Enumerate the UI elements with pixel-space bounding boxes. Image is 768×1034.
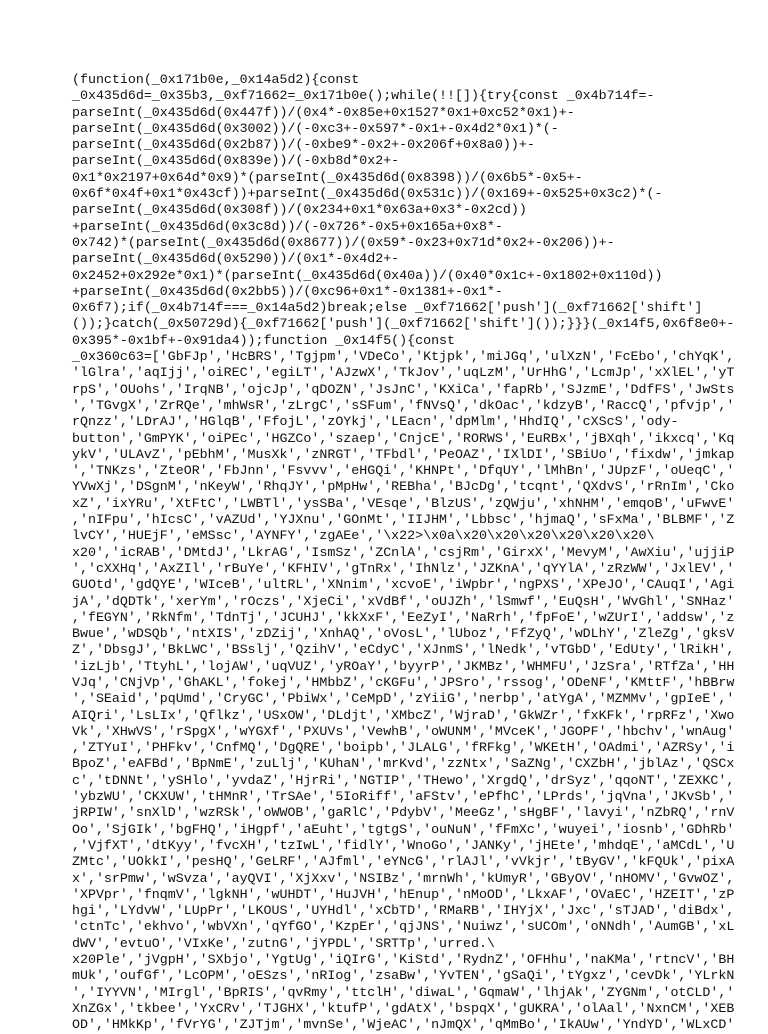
code-line: YVwXj','DSgnM','nKeyW','RhqJY','pMpHw','REBha','BJcDg','tcqnt','QXdvS','rRnIm','Cko <box>72 479 735 495</box>
code-line: ,'fEGYN','RkNfm','TdnTj','JCUHJ','kkXxF','EeZyI','NaRrh','fpFoE','wZUrI','addsw','z <box>72 609 735 625</box>
code-line: ,'ZTYuI','PHFkv','CnfMQ','DgQRE','boipb','JLALG','fRFkg','WKEtH','OAdmi','AZRSy','i <box>72 740 735 756</box>
code-line: ());}catch(_0x50729d){_0xf71662['push'](_0xf71662['shift']());}}}(_0x14f5,0x6f8e0+- <box>72 316 735 332</box>
code-line: parseInt(_0x435d6d(0x839e))/(-0xb8d*0x2+- <box>72 153 400 169</box>
code-line: x20Ple','jVgpH','SXbjo','YgtUg','iQIrG','KiStd','RydnZ','OFHhu','naKMa','rtncV','BH <box>72 952 735 968</box>
code-line: VJq','CNjVp','GhAKL','fokej','HMbbZ','cKGFu','JPSro','rssog','ODeNF','KMttF','hBBrw <box>72 674 735 690</box>
code-line: x','srPmw','wSvza','ayQVI','XjXxv','NSIBz','mrnWh','kUmyR','GByOV','nHOMV','GvwOZ', <box>72 870 735 886</box>
code-line: jA','dQDTk','xerYm','rOczs','XjeCi','xVdBf','oUJZh','lSmwf','EuQsH','WvGhl','SNHaz' <box>72 593 735 609</box>
code-line: lvCY','HUEjF','eMSsc','AYNFY','zgAEe','\x22>\x0a\x20\x20\x20\x20\x20\x20\ <box>72 528 655 544</box>
code-line: 'XPVpr','fnqmV','lgkNH','wUHDT','HuJVH','hEnup','nMoOD','LkxAF','OVaEC','HZEIT','zP <box>72 886 735 902</box>
code-line: GUOtd','gdQYE','WIceB','ultRL','XNnim','xcvoE','iWpbr','ngPXS','XPeJO','CAuqI','Agi <box>72 577 735 593</box>
code-line: mUk','oufGf','LcOPM','oESzs','nRIog','zsaBw','YvTEN','gSaQi','tYgxz','cevDk','YLrkN <box>72 968 735 984</box>
code-line: hgi','LYdvW','LUpPr','LKOUS','UYHdl','xCbTD','RMaRB','IHYjX','Jxc','sTJAD','diBdx', <box>72 903 735 919</box>
code-line: (function(_0x171b0e,_0x14a5d2){const <box>72 72 360 87</box>
code-line: parseInt(_0x435d6d(0x447f))/(0x4*-0x85e+0x1527*0x1+0xc52*0x1)+- <box>72 104 575 120</box>
code-line: +parseInt(_0x435d6d(0x3c8d))/(-0x726*-0x5+0x165a+0x8*- <box>72 218 503 234</box>
code-line: BpoZ','eAFBd','BpNmE','zuLlj','KUhaN','mrKvd','zzNtx','SaZNg','CXZbH','jblAz','QSCx <box>72 756 735 772</box>
code-line: ','IYYVN','MIrgl','BpRIS','qvRmy','ttclH','diwaL','GqmaW','lhjAk','ZYGNm','otCLD',' <box>72 984 735 1000</box>
code-line: 0x6f7);if(_0x4b714f===_0x14a5d2)break;else _0xf71662['push'](_0xf71662['shift'] <box>72 300 703 316</box>
code-line: ','TGvgX','ZrRQe','mhWsR','zLrgC','sSFum','fNVsQ','dkOac','kdzyB','RaccQ','pfvjp',' <box>72 397 735 413</box>
code-line: +parseInt(_0x435d6d(0x2bb5))/(0xc96+0x1*-0x1381+-0x1*- <box>72 283 503 299</box>
code-line: Oo','SjGIk','bgFHQ','iHgpf','aEuht','tgtgS','ouNuN','fFmXc','wuyei','iosnb','GDhRb' <box>72 821 735 837</box>
code-line: AIQri','LsLIx','Qflkz','USxOW','DLdjt','XMbcZ','WjraD','GkWZr','fxKFk','rpRFz','Xwo <box>72 707 735 723</box>
code-line: rQnzz','LDrAJ','HGlqB','FfojL','zOYkj','LEacn','dpMlm','HhdIQ','cXScS','ody- <box>72 414 679 430</box>
code-line: ZMtc','UOkkI','pesHQ','GeLRF','AJfml','eYNcG','rlAJl','vVkjr','tByGV','kFQUk','pixA <box>72 854 735 870</box>
code-line: ','SEaid','pqUmd','CryGC','PbiWx','CeMpD','zYiiG','nerbp','atYgA','MZMMv','gpIeE',' <box>72 691 735 707</box>
code-line: XnZGx','tkbee','YxCRv','TJGHX','ktufP','gdAtX','bspqX','gUKRA','olAal','NxnCM','XEB <box>72 1000 735 1016</box>
code-line: xZ','ixYRu','XtFtC','LWBTl','ysSBa','VEsqe','BlzUS','zQWju','xhNHM','emqoB','uFwvE' <box>72 495 735 511</box>
code-line: 'ybzWU','CKXUW','tHMnR','TrSAe','5IoRiff','aFStv','ePfhC','LPrds','jqVna','JKvSb',' <box>72 789 735 805</box>
code-line: 0x6f*0x4f+0x1*0x43cf))+parseInt(_0x435d6d(0x531c))/(0x169+-0x525+0x3c2)*(- <box>72 186 663 202</box>
code-line: 'ctnTc','ekhvo','wbVXn','qYfGO','KzpEr','qjJNS','Nuiwz','sUCOm','oNNdh','AumGB','xL <box>72 919 735 935</box>
code-line: button','GmPYK','oiPEc','HGZCo','szaep','CnjcE','RORWS','EuRBx','jBXqh','ikxcq','Kq <box>72 430 735 446</box>
code-line: 0x2452+0x292e*0x1)*(parseInt(_0x435d6d(0x40a))/(0x40*0x1c+-0x1802+0x110d)) <box>72 267 663 283</box>
code-line: dWV','evtuO','VIxKe','zutnG','jYPDL','SRTTp','urred.\ <box>72 935 495 951</box>
code-line: c','tDNNt','ySHlo','yvdaZ','HjrRi','NGTIP','THewo','XrgdQ','drSyz','qqoNT','ZEXKC', <box>72 772 735 788</box>
code-line: rpS','OUohs','IrqNB','ojcJp','qDOZN','JsJnC','KXiCa','fapRb','SJzmE','DdfFS','JwSts <box>72 381 735 397</box>
code-document <box>72 72 735 1034</box>
code-line: 0x742)*(parseInt(_0x435d6d(0x8677))/(0x59*-0x23+0x71d*0x2+-0x206))+- <box>72 234 615 250</box>
code-line: _0x360c63=['GbFJp','HcBRS','Tgjpm','VDeCo','Ktjpk','miJGq','ulXzN','FcEbo','chYqK', <box>72 349 735 365</box>
code-line: parseInt(_0x435d6d(0x2b87))/(-0xbe9*-0x2+-0x206f+0x8a0))+- <box>72 137 535 153</box>
code-line: ykV','ULAvZ','pEbhM','MusXk','zNRGT','TFbdl','PeOAZ','IXlDI','SBiUo','fixdw','jmkap <box>72 446 735 462</box>
code-line: ,'VjfXT','dtKyy','fvcXH','tzIwL','fidlY','WnoGo','JANKy','jHEte','mhdqE','aMCdL','U <box>72 837 735 853</box>
code-line: OD','HMkKp','fVrYG','ZJTjm','mvnSe','WjeAC','nJmQX','qMmBo','IkAUw','YndYD','WLxCD' <box>72 1017 735 1033</box>
code-line: parseInt(_0x435d6d(0x3002))/(-0xc3+-0x597*-0x1+-0x4d2*0x1)*(- <box>72 120 559 136</box>
code-line: Bwue','wDSQb','ntXIS','zDZij','XnhAQ','oVosL','lUboz','FfZyQ','wDLhY','ZleZg','gksV <box>72 626 735 642</box>
code-line: ','cXXHq','AxZIl','rBuYe','KFHIV','gTnRx','IhNlz','JZKnA','qYYlA','zRzWW','JxlEV',' <box>72 560 735 576</box>
code-line: 'lGlra','aqIjj','oiREC','egiLT','AJzwX','TkJov','uqLzM','UrHhG','LcmJp','xXlEL','yT <box>72 365 735 381</box>
code-line: _0x435d6d=_0x35b3,_0xf71662=_0x171b0e();while(!![]){try{const _0x4b714f=- <box>72 88 655 104</box>
code-line: 'izLjb','TtyhL','lojAW','uqVUZ','yROaY','byyrP','JKMBz','WHMFU','JzSra','RTfZa','HH <box>72 658 735 674</box>
code-line: ,'nIFpu','hIcsC','vAZUd','YJXnu','GOnMt','IIJHM','Lbbsc','hjmaQ','sFxMa','BLBMF','Z <box>72 512 735 528</box>
code-line: 0x395*-0x1bf+-0x91da4));function _0x14f5(){const <box>72 332 456 348</box>
code-line: parseInt(_0x435d6d(0x308f))/(0x234+0x1*0x63a+0x3*-0x2cd)) <box>72 202 527 218</box>
code-line: jRPIW','snXlD','wzRSk','oWWOB','gaRlC','PdybV','MeeGz','sHgBF','lavyi','nZbRQ','rnV <box>72 805 735 821</box>
code-line: ','TNKzs','ZteOR','FbJnn','Fsvvv','eHGQi','KHNPt','DfqUY','lMhBn','JUpzF','oUeqC',' <box>72 463 735 479</box>
code-line: Z','DbsgJ','BkLWC','BSslj','QzihV','eCdyC','XJnmS','lNedk','vTGbD','EdUty','lRikH', <box>72 642 735 658</box>
code-line: x20','icRAB','DMtdJ','LkrAG','IsmSz','ZCnlA','csjRm','GirxX','MevyM','AwXiu','ujjiP <box>72 544 735 560</box>
code-line: Vk','XHwVS','rSpgX','wYGXf','PXUVs','VewhB','oWUNM','MVceK','JGOPF','hbchv','wnAug' <box>72 723 735 739</box>
code-line: 0x1*0x2197+0x64d*0x9)*(parseInt(_0x435d6d(0x8398))/(0x6b5*-0x5+- <box>72 169 583 185</box>
code-line: parseInt(_0x435d6d(0x5290))/(0x1*-0x4d2+- <box>72 251 400 267</box>
